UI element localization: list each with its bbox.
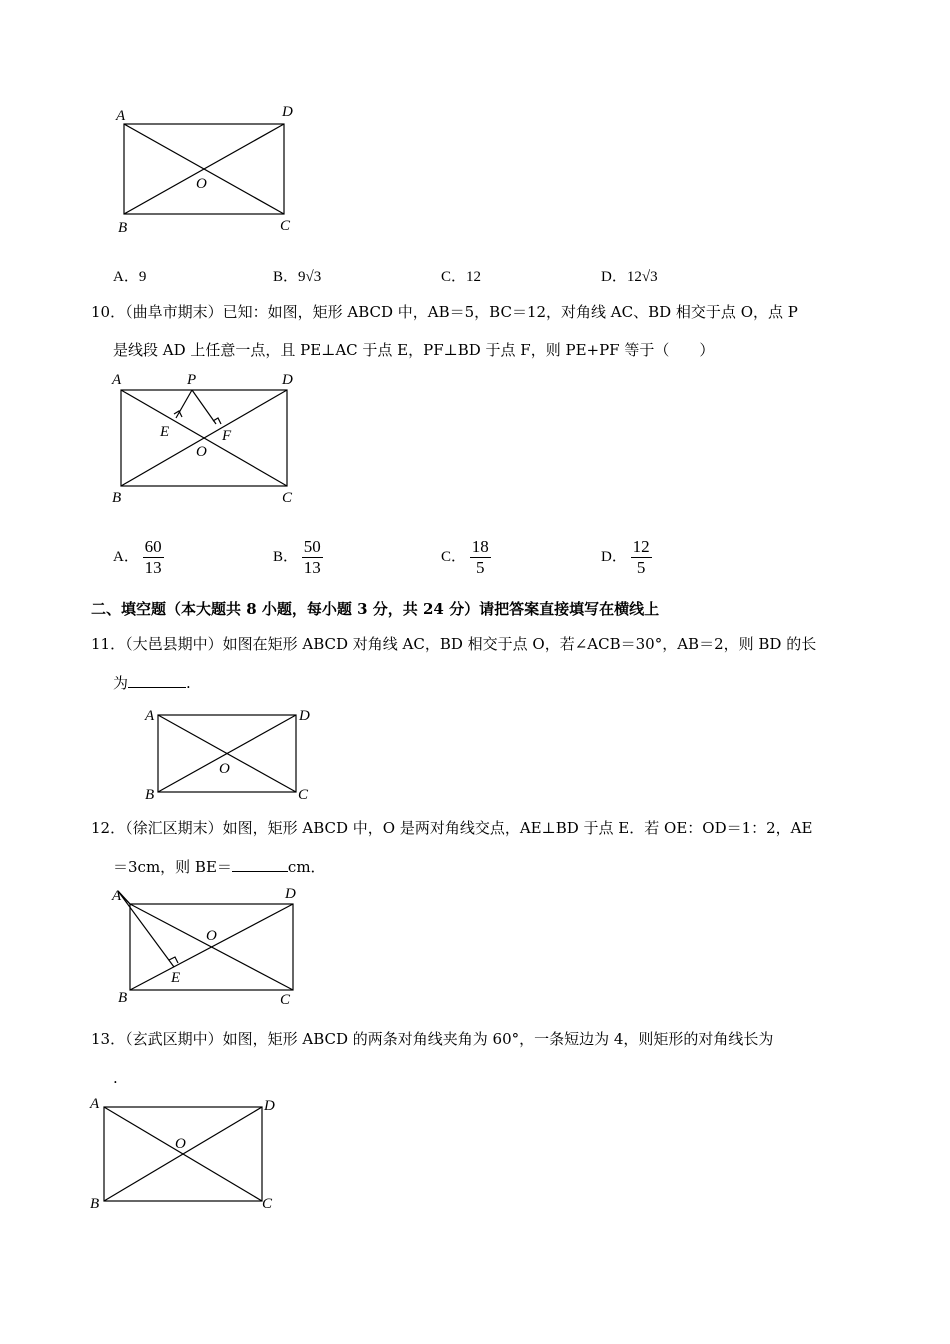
label-e: E bbox=[160, 424, 170, 440]
q10-choice-c[interactable] bbox=[441, 537, 491, 578]
label-o: O bbox=[219, 761, 230, 777]
radical-expression: √3 bbox=[305, 269, 322, 285]
label-d: D bbox=[282, 372, 293, 388]
label-c: C bbox=[280, 992, 291, 1008]
choice-label: A． bbox=[113, 548, 139, 565]
label-a: A bbox=[116, 108, 126, 124]
segment-pf bbox=[192, 390, 216, 424]
q9-choice-c[interactable] bbox=[441, 267, 481, 287]
q10-choice-b[interactable] bbox=[273, 537, 323, 578]
choice-label: C． bbox=[441, 269, 467, 285]
label-o: O bbox=[206, 928, 217, 944]
label-b: B bbox=[145, 787, 155, 803]
choice-label: B． bbox=[273, 548, 299, 565]
denominator: 5 bbox=[476, 558, 485, 577]
figure-q10-rectangle bbox=[108, 366, 308, 508]
q12-suffix: cm． bbox=[287, 858, 326, 876]
choice-value: 9 bbox=[138, 269, 147, 285]
label-c: C bbox=[282, 490, 293, 506]
numerator: 12 bbox=[632, 537, 650, 556]
q9-choice-a[interactable] bbox=[113, 267, 146, 287]
label-o: O bbox=[175, 1136, 186, 1152]
choice-label: C． bbox=[441, 548, 467, 565]
choice-label: A． bbox=[113, 269, 139, 285]
q12-prefix: ＝3cm，则 BE＝ bbox=[113, 858, 232, 876]
figure-q9-rectangle bbox=[110, 100, 310, 240]
numerator: 60 bbox=[144, 537, 162, 556]
choice-label: D． bbox=[601, 548, 627, 565]
numerator: 50 bbox=[303, 537, 321, 556]
q13-line1: 13．（玄武区期中）如图，矩形 ABCD 的两条对角线夹角为 60°，一条短边为 4，则矩形的对角线长为 bbox=[91, 1030, 774, 1048]
q10-line1: 10．（曲阜市期末）已知：如图，矩形 ABCD 中，AB＝5，BC＝12，对角线 AC、BD 相交于点 O，点 P bbox=[91, 303, 798, 321]
label-a: A bbox=[112, 888, 122, 904]
label-c: C bbox=[280, 218, 291, 234]
label-b: B bbox=[118, 990, 128, 1006]
q9-choice-b[interactable] bbox=[273, 267, 321, 287]
q11-prefix: 为 bbox=[113, 674, 129, 692]
choice-value: 12 bbox=[466, 269, 482, 285]
label-d: D bbox=[285, 886, 296, 902]
segment-ae-main bbox=[118, 891, 174, 967]
q10-choice-a[interactable] bbox=[113, 537, 164, 578]
fraction bbox=[470, 537, 491, 578]
choice-coef: 12 bbox=[626, 269, 642, 285]
label-o: O bbox=[196, 176, 207, 192]
fraction bbox=[631, 537, 652, 578]
label-a: A bbox=[112, 372, 122, 388]
label-d: D bbox=[264, 1098, 275, 1114]
label-a: A bbox=[90, 1096, 100, 1112]
segment-pe bbox=[176, 390, 192, 418]
label-c: C bbox=[298, 787, 309, 803]
label-f: F bbox=[222, 428, 232, 444]
radical-expression: √3 bbox=[641, 269, 658, 285]
label-d: D bbox=[299, 708, 310, 724]
q13-line2: . bbox=[113, 1069, 118, 1087]
label-e: E bbox=[171, 970, 181, 986]
label-c: C bbox=[262, 1196, 273, 1212]
choice-label: B． bbox=[273, 269, 299, 285]
fraction bbox=[143, 537, 164, 578]
q10-choice-d[interactable] bbox=[601, 537, 652, 578]
figure-q12-rectangle bbox=[108, 882, 308, 1008]
label-b: B bbox=[90, 1196, 100, 1212]
numerator: 18 bbox=[471, 537, 489, 556]
q11-line1: 11．（大邑县期中）如图在矩形 ABCD 对角线 AC，BD 相交于点 O，若∠ACB＝30°，AB＝2，则 BD 的长 bbox=[91, 635, 817, 653]
choice-coef: 9 bbox=[298, 269, 306, 285]
q11-suffix: . bbox=[186, 674, 191, 692]
label-a: A bbox=[145, 708, 155, 724]
q11-line2 bbox=[113, 673, 191, 693]
q11-answer-blank[interactable] bbox=[128, 673, 186, 688]
figure-q13-rectangle bbox=[86, 1092, 286, 1218]
denominator: 13 bbox=[303, 558, 321, 577]
denominator: 13 bbox=[144, 558, 162, 577]
label-d: D bbox=[282, 104, 293, 120]
denominator: 5 bbox=[636, 558, 646, 577]
q10-line2: 是线段 AD 上任意一点，且 PE⊥AC 于点 E，PF⊥BD 于点 F，则 PE+PF 等于（ ） bbox=[113, 341, 715, 359]
q9-choice-d[interactable] bbox=[601, 267, 658, 287]
fraction bbox=[302, 537, 323, 578]
q12-line2 bbox=[113, 857, 326, 877]
section-heading-fill-in: 二、填空题（本大题共 8 小题，每小题 3 分，共 24 分）请把答案直接填写在横线上 bbox=[91, 600, 660, 618]
label-b: B bbox=[118, 220, 128, 236]
figure-q11-rectangle bbox=[140, 702, 325, 808]
choice-label: D． bbox=[601, 269, 627, 285]
label-b: B bbox=[112, 490, 122, 506]
label-o: O bbox=[196, 444, 207, 460]
q12-answer-blank[interactable] bbox=[232, 857, 288, 872]
label-p: P bbox=[187, 372, 197, 388]
q12-line1: 12．（徐汇区期末）如图，矩形 ABCD 中，O 是两对角线交点，AE⊥BD 于点 E．若 OE：OD＝1：2，AE bbox=[91, 819, 813, 837]
